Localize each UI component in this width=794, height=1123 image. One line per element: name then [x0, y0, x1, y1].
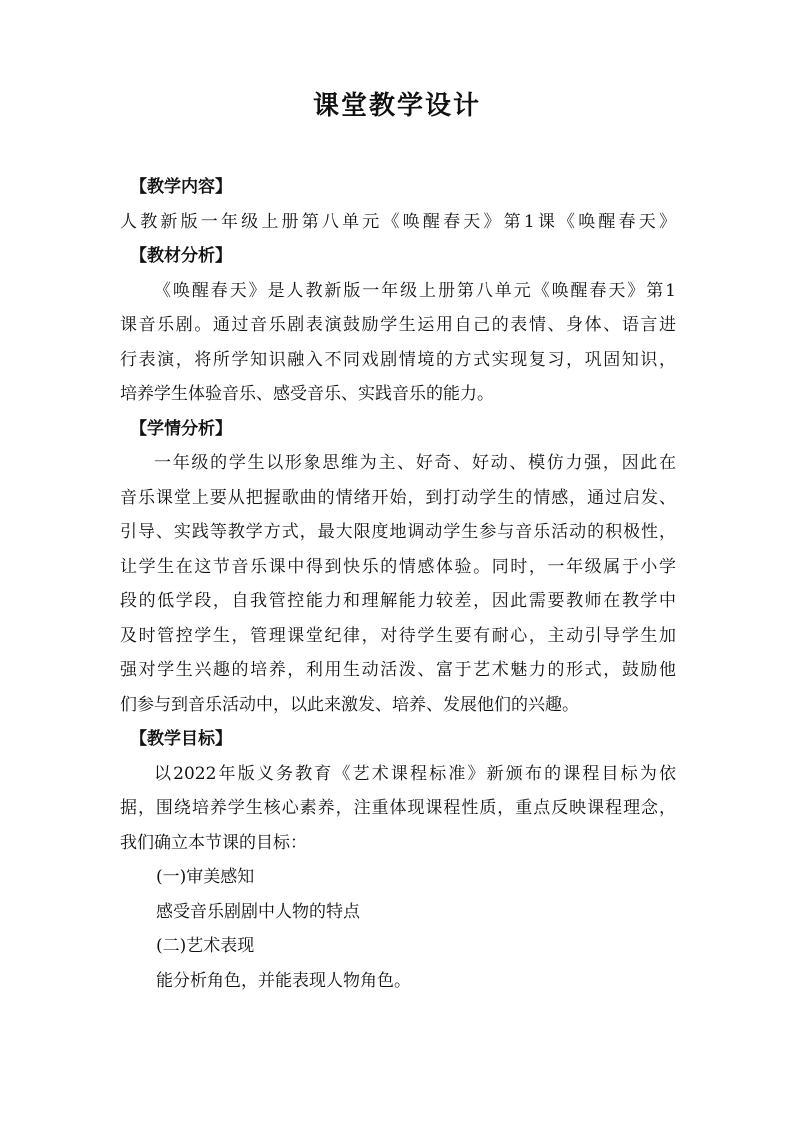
section-heading-material: 【教材分析】	[130, 246, 232, 266]
material-line: 《唤醒春天》是人教新版一年级上册第八单元《唤醒春天》第1	[154, 280, 676, 301]
page-title: 课堂教学设计	[312, 91, 481, 121]
section-heading-goals: 【教学目标】	[130, 729, 232, 749]
goal-item-text: 能分析角色，并能表现人物角色。	[156, 970, 411, 991]
students-line: 让学生在这节音乐课中得到快乐的情感体验。同时，一年级属于小学	[120, 556, 676, 577]
goals-line: 以2022年版义务教育《艺术课程标准》新颁布的课程目标为依	[154, 763, 676, 784]
material-line: 培养学生体验音乐、感受音乐、实践音乐的能力。	[120, 384, 494, 404]
document-body	[120, 170, 676, 998]
section-heading-content: 【教学内容】	[130, 177, 232, 197]
students-line: 强对学生兴趣的培养，利用生动活泼、富于艺术魅力的形式，鼓励他	[120, 660, 676, 680]
students-line: 音乐课堂上要从把握歌曲的情绪开始，到打动学生的情感，通过启发、	[120, 487, 676, 508]
goals-line: 我们确立本节课的目标：	[120, 832, 307, 853]
students-line: 及时管控学生，管理课堂纪律，对待学生要有耐心，主动引导学生加	[120, 625, 676, 646]
goal-item-text: 感受音乐剧剧中人物的特点	[156, 901, 360, 922]
goal-item-label: (一)审美感知	[156, 867, 255, 887]
students-line: 一年级的学生以形象思维为主、好奇、好动、模仿力强，因此在	[154, 453, 676, 473]
content-line: 人教新版一年级上册第八单元《唤醒春天》第1课《唤醒春天》	[120, 211, 676, 232]
material-line: 课音乐剧。通过音乐剧表演鼓励学生运用自己的表情、身体、语言进	[120, 315, 676, 335]
material-line: 行表演，将所学知识融入不同戏剧情境的方式实现复习，巩固知识，	[120, 349, 676, 370]
goals-line: 据，围绕培养学生核心素养，注重体现课程性质，重点反映课程理念，	[120, 798, 676, 818]
goal-item-label: (二)艺术表现	[156, 936, 255, 956]
section-heading-students: 【学情分析】	[130, 418, 232, 439]
students-line: 们参与到音乐活动中，以此来激发、培养、发展他们的兴趣。	[120, 694, 579, 715]
students-line: 段的低学段，自我管控能力和理解能力较差，因此需要教师在教学中	[120, 591, 676, 611]
students-line: 引导、实践等教学方式，最大限度地调动学生参与音乐活动的积极性，	[120, 522, 676, 542]
